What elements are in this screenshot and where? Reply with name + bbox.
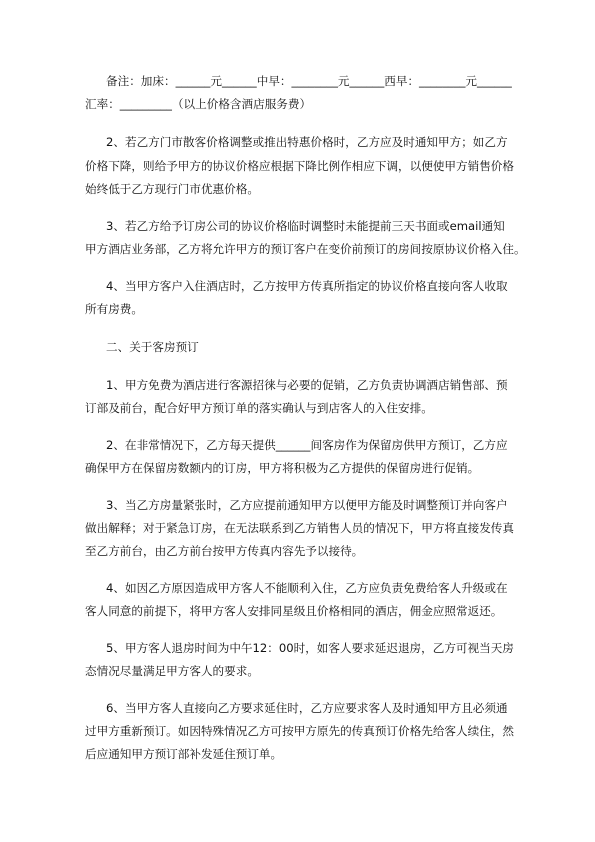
- booking-5-line-2: 态情况尽量满足甲方客人的要求。: [85, 664, 259, 678]
- booking-6-line-2: 过甲方重新预订。如因特殊情况乙方可按甲方原先的传真预订价格先给客人续住，然: [85, 724, 514, 738]
- booking-1-line-2: 订部及前台，配合好甲方预订单的落实确认与到店客人的入住安排。: [85, 401, 433, 415]
- clause-4-line-2: 所有房费。: [85, 302, 143, 316]
- booking-3-line-2: 做出解释；对于紧急订房，在无法联系到乙方销售人员的情况下，甲方将直接发传真: [85, 521, 514, 535]
- remark-line: 备注：加床：______元______中早：________元______西早：________元______: [106, 74, 512, 88]
- booking-6-line-3: 后应通知甲方预订部补发延住预订单。: [85, 747, 283, 761]
- booking-5-line-1: 5、甲方客人退房时间为中午12：00时，如客人要求延迟退房，乙方可视当天房: [106, 641, 514, 655]
- booking-4-line-1: 4、如因乙方原因造成甲方客人不能顺利入住，乙方应负责免费给客人升级或在: [106, 581, 508, 595]
- booking-2-line-2: 确保甲方在保留房数额内的订房，甲方将积极为乙方提供的保留房进行促销。: [85, 461, 480, 475]
- booking-3-line-1: 3、当乙方房量紧张时，乙方应提前通知甲方以便甲方能及时调整预订并向客户: [106, 498, 508, 512]
- booking-4-line-2: 客人同意的前提下，将甲方客人安排同星级且价格相同的酒店，佣金应照常返还。: [85, 604, 503, 618]
- booking-6-line-1: 6、当甲方客人直接向乙方要求延住时，乙方应要求客人及时通知甲方且必须通: [106, 701, 508, 715]
- clause-3-line-1: 3、若乙方给予订房公司的协议价格临时调整时未能提前三天书面或email通知: [106, 219, 505, 233]
- clause-2-line-1: 2、若乙方门市散客价格调整或推出特惠价格时，乙方应及时通知甲方；如乙方: [106, 135, 508, 149]
- clause-2-line-2: 价格下降，则给予甲方的协议价格应根据下降比例作相应下调，以便使甲方销售价格: [85, 159, 514, 173]
- clause-3-line-2: 甲方酒店业务部，乙方将允许甲方的预订客户在变价前预订的房间按原协议价格入住。: [85, 242, 526, 256]
- booking-3-line-3: 至乙方前台，由乙方前台按甲方传真内容先予以接待。: [85, 544, 364, 558]
- exchange-rate-line: 汇率：_________（以上价格含酒店服务费）: [85, 97, 312, 111]
- booking-1-line-1: 1、甲方免费为酒店进行客源招徕与必要的促销，乙方负责协调酒店销售部、预: [106, 378, 508, 392]
- section-heading-booking: 二、关于客房预订: [106, 340, 199, 354]
- clause-2-line-3: 始终低于乙方现行门市优惠价格。: [85, 182, 259, 196]
- booking-2-line-1: 2、在非常情况下，乙方每天提供______间客房作为保留房供甲方预订，乙方应: [106, 438, 508, 452]
- clause-4-line-1: 4、当甲方客户入住酒店时，乙方按甲方传真所指定的协议价格直接向客人收取: [106, 279, 508, 293]
